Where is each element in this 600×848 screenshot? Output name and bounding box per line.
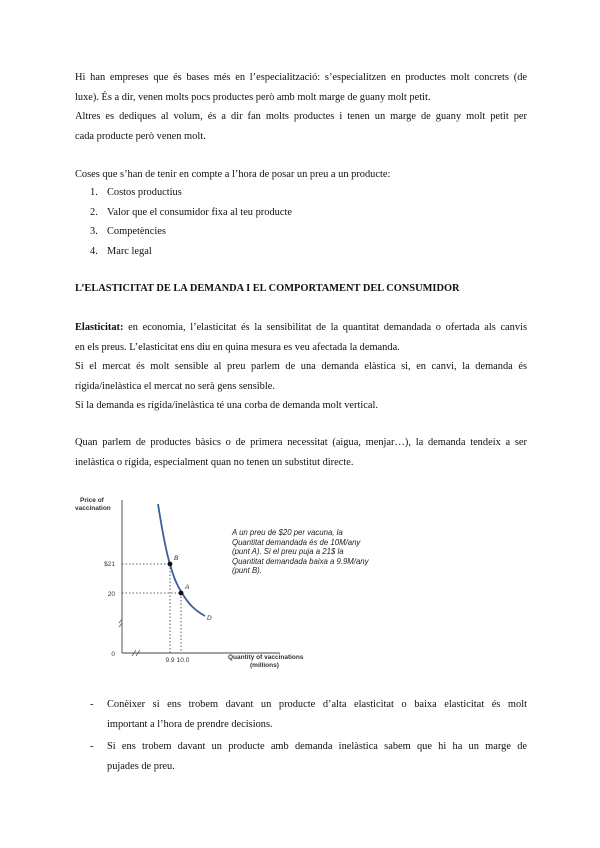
- annotation-line: Quantitat demandada és de 10M/any: [232, 537, 361, 547]
- text-line: Conèixer si ens trobem davant un producte d’alta elasticitat o baixa elasticitat és molt: [107, 699, 527, 710]
- definition-text: en economia, l’elasticitat és la sensibilitat de la quantitat demandada o ofertada als canvis: [123, 322, 527, 333]
- list-item-text: Costos productius: [107, 187, 182, 198]
- text-line: Hi han empreses que és bases més en l’especialització: s’especialitzen en productes molt concrets (de: [75, 72, 527, 83]
- list-item: [90, 242, 292, 262]
- list-number: 4.: [90, 245, 98, 257]
- annotation-line: A un preu de $20 per vacuna, la: [232, 528, 343, 537]
- x-tick-label-10: 10.0: [176, 657, 190, 664]
- text-line: en els preus. L’elasticitat ens diu en quina mesura es veu afectada la demanda.: [75, 341, 400, 353]
- text-line: Coses que s’han de tenir en compte a l’hora de posar un preu a un producte:: [75, 169, 391, 180]
- point-a-label: A: [185, 584, 190, 591]
- annotation-line: Quantitat demandada baixa a 9.9M/any: [232, 556, 369, 566]
- paragraph-elasticity-definition: [75, 318, 527, 416]
- text-line: Si el mercat és molt sensible al preu parlem de una demanda elàstica si, en canvi, la demanda és: [75, 361, 527, 372]
- text-line: pujades de preu.: [107, 760, 175, 772]
- text-line: Si la demanda es rígida/inelàstica té una corba de demanda molt vertical.: [75, 400, 378, 411]
- curve-d-label: D: [207, 615, 212, 622]
- demand-curve-figure: [70, 490, 370, 670]
- list-item-text: Competències: [107, 226, 166, 237]
- pricing-factors-list: [90, 183, 292, 261]
- paragraph-basic-products: [75, 433, 527, 472]
- bullet-item: [90, 695, 527, 734]
- section-heading: L’ELASTICITAT DE LA DEMANDA I EL COMPORTAMENT DEL CONSUMIDOR: [75, 283, 460, 294]
- list-item-text: Marc legal: [107, 245, 152, 257]
- text-line: Quan parlem de productes bàsics o de primera necessitat (aigua, menjar…), la demanda tendeix a ser: [75, 437, 527, 448]
- point-b-label: B: [174, 555, 179, 562]
- demand-curve: [158, 504, 205, 616]
- paragraph-specialization: [75, 68, 527, 107]
- y-axis-title-line2: vaccination: [75, 505, 111, 512]
- demand-curve-svg: [70, 490, 370, 670]
- text-line: Altres es dediques al volum, és a dir fan molts productes i tenen un marge de guany molt petit per: [75, 111, 527, 122]
- text-line: Si ens trobem davant un producte amb demanda inelàstica sabem que hi ha un marge de: [107, 741, 527, 752]
- figure-annotation: [232, 528, 377, 576]
- point-b-marker: [168, 562, 173, 567]
- list-item: [90, 183, 292, 203]
- y-axis-title-line1: Price of: [80, 497, 104, 504]
- list-item: [90, 222, 292, 242]
- bullet-dash: -: [90, 699, 94, 710]
- paragraph-pricing-intro: [75, 165, 527, 185]
- list-number: 1.: [90, 187, 98, 198]
- x-tick-label-9-9: 9.9: [165, 657, 175, 664]
- bullet-dash: -: [90, 741, 94, 752]
- y-tick-label-20: 20: [107, 591, 115, 598]
- list-item: [90, 203, 292, 223]
- y-tick-label-zero: 0: [111, 651, 115, 658]
- text-line: [75, 318, 527, 338]
- list-number: 3.: [90, 226, 98, 237]
- y-tick-label-21: $21: [104, 561, 115, 568]
- text-line: important a l’hora de prendre decisions.: [107, 718, 273, 730]
- text-line: inelàstica o rígida, especialment quan no tenen un substitut directe.: [75, 456, 354, 468]
- text-line: rígida/inelàstica el mercat no serà gens sensible.: [75, 380, 275, 392]
- annotation-line: (punt A). Si el preu puja a 21$ la: [232, 547, 344, 557]
- annotation-line: (punt B).: [232, 566, 262, 576]
- term-elasticitat: Elasticitat:: [75, 322, 124, 333]
- point-a-marker: [179, 591, 184, 596]
- text-line: cada producte però venen molt.: [75, 130, 206, 142]
- list-item-text: Valor que el consumidor fixa al teu producte: [107, 206, 292, 218]
- text-line: luxe). És a dir, venen molts pocs productes però amb molt marge de guany molt petit.: [75, 91, 431, 103]
- x-axis-title-line2: (millions): [250, 662, 279, 669]
- bullet-item: [90, 737, 527, 776]
- list-number: 2.: [90, 206, 98, 218]
- conclusion-bullet-list: [90, 695, 527, 776]
- paragraph-volume: [75, 107, 527, 146]
- x-axis-title-line1: Quantity of vaccinations: [228, 654, 304, 661]
